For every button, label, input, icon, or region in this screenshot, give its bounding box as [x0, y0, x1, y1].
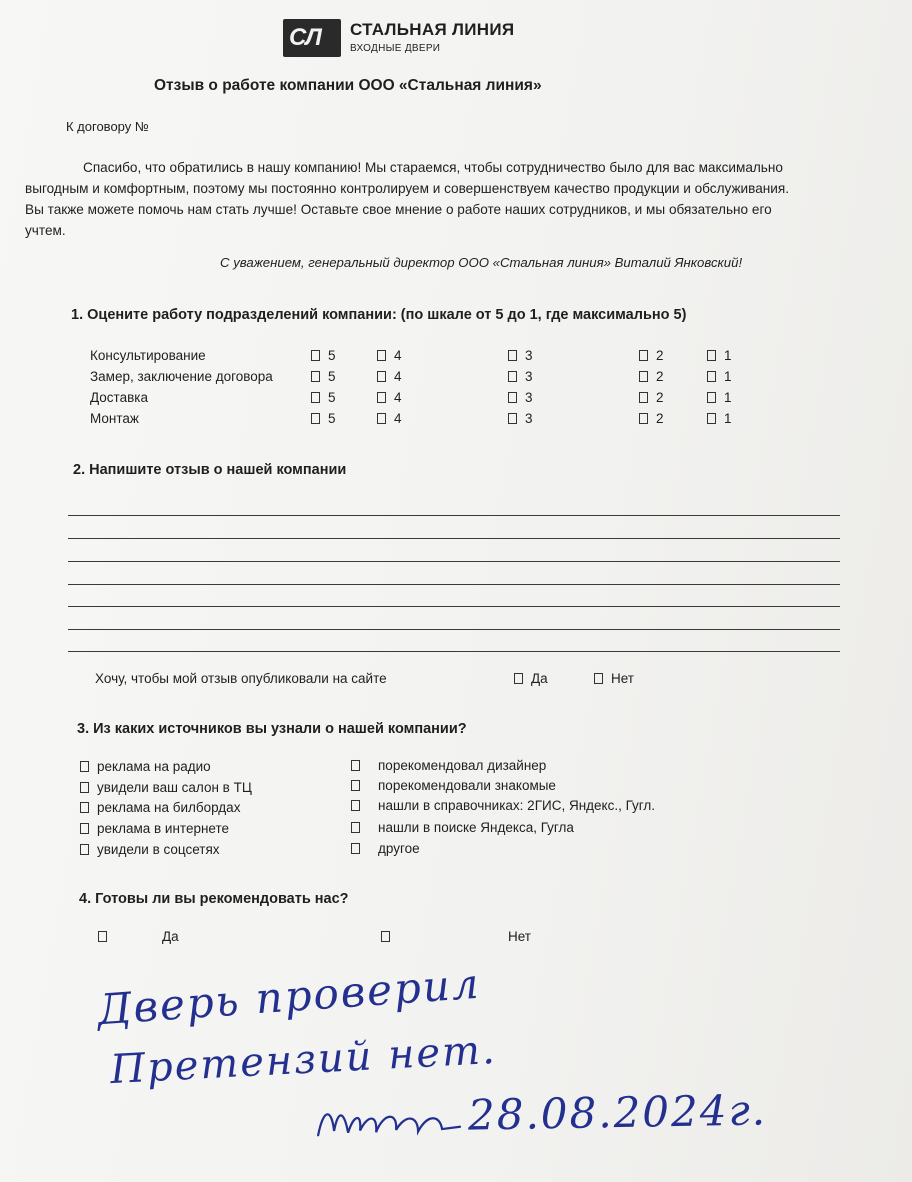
checkbox[interactable] [311, 413, 320, 424]
checkbox[interactable] [311, 371, 320, 382]
q1-row-label: Монтаж [90, 411, 139, 426]
checkbox[interactable] [377, 413, 386, 424]
handwritten-date: 28.08.2024г. [467, 1085, 768, 1140]
q1-option[interactable]: 4 [377, 369, 402, 384]
q1-option[interactable]: 1 [707, 390, 732, 405]
source-option[interactable]: реклама в интернете [80, 821, 229, 836]
recommend-yes-option[interactable]: Да [98, 929, 179, 944]
intro-line: выгодным и комфортным, поэтому мы постоянно контролируем и совершенствуем качество продукции и обслуживания. [25, 181, 790, 196]
checkbox[interactable] [381, 931, 390, 942]
q1-option[interactable]: 2 [639, 390, 664, 405]
q1-option[interactable]: 5 [311, 390, 336, 405]
q1-option[interactable]: 5 [311, 348, 336, 363]
source-option[interactable]: порекомендовал дизайнер [351, 758, 546, 773]
intro-line: Вы также можете помочь нам стать лучше! Оставьте свое мнение о работе наших сотрудников, и мы обязательно его [25, 202, 772, 217]
q1-option[interactable]: 3 [508, 369, 533, 384]
logo-mark: СЛ [289, 24, 321, 51]
checkbox[interactable] [508, 413, 517, 424]
q3-heading: 3. Из каких источников вы узнали о нашей компании? [77, 721, 467, 737]
q4-heading: 4. Готовы ли вы рекомендовать нас? [79, 891, 349, 907]
q1-option[interactable]: 3 [508, 348, 533, 363]
source-option[interactable]: реклама на радио [80, 759, 211, 774]
checkbox[interactable] [351, 843, 360, 854]
checkbox[interactable] [514, 673, 523, 684]
intro-line: учтем. [25, 223, 66, 238]
checkbox[interactable] [98, 931, 107, 942]
intro-line: Спасибо, что обратились в нашу компанию! Мы стараемся, чтобы сотрудничество было для вас максимально [83, 160, 783, 175]
source-option[interactable]: увидели в соцсетях [80, 842, 220, 857]
q1-option[interactable]: 2 [639, 348, 664, 363]
q1-option[interactable]: 2 [639, 369, 664, 384]
checkbox[interactable] [639, 371, 648, 382]
q1-option[interactable]: 5 [311, 411, 336, 426]
contract-label: К договору № [66, 119, 149, 134]
checkbox[interactable] [639, 350, 648, 361]
company-logo [283, 19, 341, 57]
source-option[interactable]: другое [351, 841, 420, 856]
checkbox[interactable] [80, 782, 89, 793]
q2-heading: 2. Напишите отзыв о нашей компании [73, 462, 347, 478]
checkbox[interactable] [508, 350, 517, 361]
q1-row-label: Доставка [90, 390, 148, 405]
q1-option[interactable]: 1 [707, 411, 732, 426]
checkbox[interactable] [377, 371, 386, 382]
checkbox[interactable] [351, 800, 360, 811]
checkbox[interactable] [639, 392, 648, 403]
writing-line [68, 515, 840, 516]
checkbox[interactable] [707, 392, 716, 403]
q1-option[interactable]: 4 [377, 348, 402, 363]
checkbox[interactable] [594, 673, 603, 684]
q1-option[interactable]: 5 [311, 369, 336, 384]
q1-option[interactable]: 3 [508, 390, 533, 405]
checkbox[interactable] [707, 413, 716, 424]
q1-option[interactable]: 2 [639, 411, 664, 426]
writing-line [68, 561, 840, 562]
writing-line [68, 651, 840, 652]
checkbox[interactable] [377, 392, 386, 403]
q1-option[interactable]: 3 [508, 411, 533, 426]
checkbox[interactable] [351, 822, 360, 833]
handwritten-note-line: Дверь проверил [95, 958, 482, 1035]
writing-line [68, 584, 840, 585]
signoff: С уважением, генеральный директор ООО «Стальная линия» Виталий Янковский! [220, 255, 743, 270]
handwritten-signature [313, 1095, 464, 1158]
checkbox[interactable] [639, 413, 648, 424]
intro-paragraph [25, 157, 905, 241]
checkbox[interactable] [351, 780, 360, 791]
q1-row-label: Консультирование [90, 348, 206, 363]
source-option[interactable]: нашли в справочниках: 2ГИС, Яндекс., Гугл. [351, 798, 655, 813]
q1-heading: 1. Оцените работу подразделений компании: (по шкале от 5 до 1, где максимально 5) [71, 307, 687, 323]
q1-option[interactable]: 1 [707, 348, 732, 363]
signature-scribble-icon [313, 1095, 464, 1148]
checkbox[interactable] [508, 371, 517, 382]
checkbox[interactable] [707, 371, 716, 382]
checkbox[interactable] [508, 392, 517, 403]
handwritten-note-line: Претензий нет. [109, 1026, 498, 1094]
writing-line [68, 538, 840, 539]
publish-no-option[interactable]: Нет [594, 671, 634, 686]
checkbox[interactable] [80, 844, 89, 855]
publish-question: Хочу, чтобы мой отзыв опубликовали на сайте [95, 671, 387, 686]
source-option[interactable]: нашли в поиске Яндекса, Гугла [351, 820, 574, 835]
source-option[interactable]: реклама на билбордах [80, 800, 240, 815]
checkbox[interactable] [311, 350, 320, 361]
checkbox[interactable] [80, 802, 89, 813]
writing-line [68, 606, 840, 607]
q1-option[interactable]: 4 [377, 411, 402, 426]
checkbox[interactable] [80, 761, 89, 772]
checkbox[interactable] [80, 823, 89, 834]
q1-option[interactable]: 4 [377, 390, 402, 405]
checkbox[interactable] [377, 350, 386, 361]
q1-option[interactable]: 1 [707, 369, 732, 384]
source-option[interactable]: увидели ваш салон в ТЦ [80, 780, 252, 795]
writing-line [68, 629, 840, 630]
logo-company-name: СТАЛЬНАЯ ЛИНИЯ [350, 20, 515, 39]
page-title: Отзыв о работе компании ООО «Стальная линия» [154, 77, 542, 94]
q1-row-label: Замер, заключение договора [90, 369, 273, 384]
checkbox[interactable] [351, 760, 360, 771]
recommend-no-option[interactable]: Нет [381, 929, 531, 944]
source-option[interactable]: порекомендовали знакомые [351, 778, 556, 793]
logo-subtitle: ВХОДНЫЕ ДВЕРИ [350, 43, 441, 54]
checkbox[interactable] [707, 350, 716, 361]
publish-yes-option[interactable]: Да [514, 671, 548, 686]
checkbox[interactable] [311, 392, 320, 403]
